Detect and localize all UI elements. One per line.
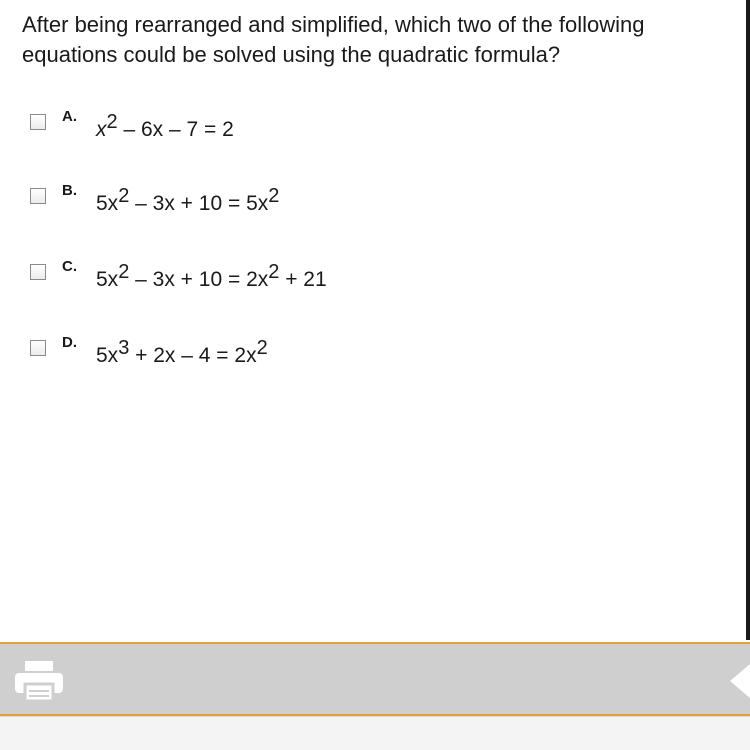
bottom-strip bbox=[0, 716, 750, 750]
option-b-equation: $5x^2 - 3x + 10 = 5x^2$ bbox=[96, 185, 280, 215]
option-b[interactable] bbox=[30, 182, 490, 222]
option-a[interactable] bbox=[30, 108, 490, 148]
option-d[interactable] bbox=[30, 334, 490, 374]
option-b-checkbox[interactable] bbox=[30, 188, 46, 204]
print-icon[interactable] bbox=[14, 660, 64, 702]
option-c-checkbox[interactable] bbox=[30, 264, 46, 280]
arrow-left-icon[interactable] bbox=[728, 664, 750, 698]
option-c[interactable] bbox=[30, 258, 490, 298]
scrollbar-edge[interactable] bbox=[746, 0, 750, 640]
option-c-equation: $5x^2 - 3x + 10 = 2x^2 + 21$ bbox=[96, 261, 327, 291]
option-d-letter: D. bbox=[62, 334, 77, 351]
option-c-letter: C. bbox=[62, 258, 77, 275]
question-text: After being rearranged and simplified, which two of the following equations could be solved using the quadratic formula? bbox=[22, 12, 645, 67]
option-d-checkbox[interactable] bbox=[30, 340, 46, 356]
option-b-letter: B. bbox=[62, 182, 77, 199]
bottom-toolbar bbox=[0, 642, 750, 716]
option-d-equation: $5x^3 + 2x - 4 = 2x^2$ bbox=[96, 337, 268, 367]
option-a-equation: $x^2 - 6x - 7 = 2$ bbox=[96, 111, 234, 141]
option-a-letter: A. bbox=[62, 108, 77, 125]
option-a-checkbox[interactable] bbox=[30, 114, 46, 130]
